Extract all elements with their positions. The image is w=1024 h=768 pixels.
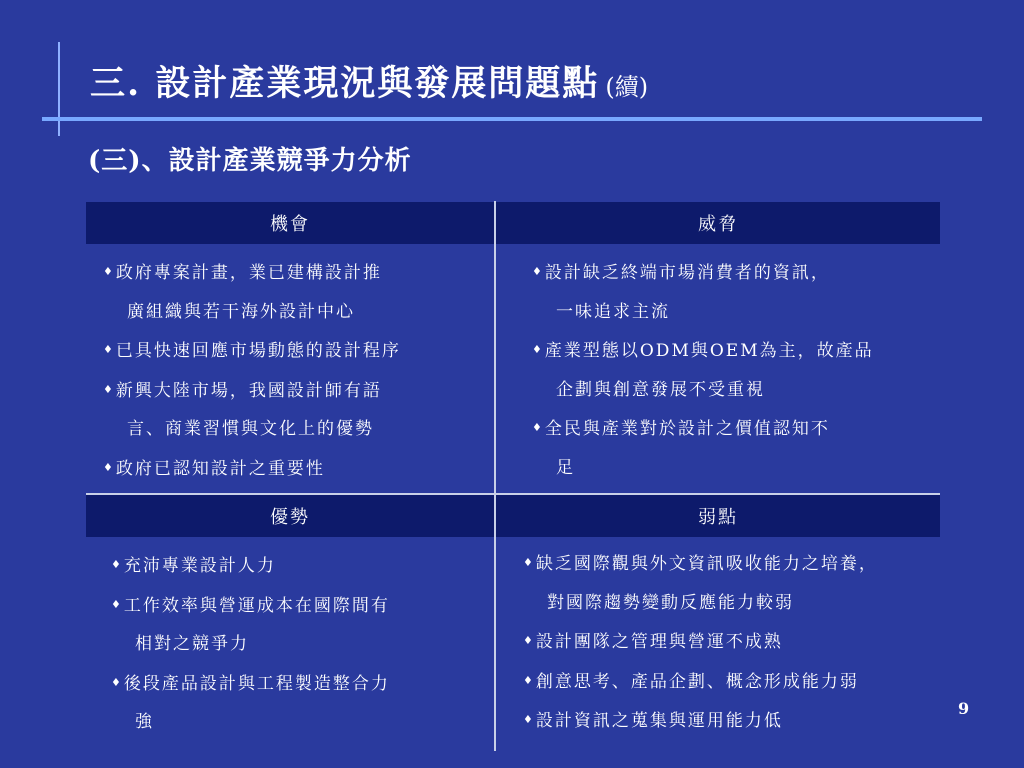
list-item-text: 創意思考、產品企劃、概念形成能力弱 xyxy=(535,671,859,692)
list-item-text: 對國際趨勢變動反應能力較弱 xyxy=(547,592,794,613)
diamond-bullet-icon: ♦ xyxy=(111,558,123,571)
table-horizontal-divider xyxy=(86,493,940,495)
list-item xyxy=(532,331,874,371)
list-item xyxy=(523,544,878,584)
decorative-vertical-rule xyxy=(58,42,60,136)
list-item xyxy=(532,449,874,488)
header-weaknesses xyxy=(496,495,940,537)
list-item xyxy=(523,622,878,662)
list-item xyxy=(111,546,390,586)
table-vertical-divider xyxy=(494,201,496,751)
diamond-bullet-icon: ♦ xyxy=(111,675,123,689)
header-threats-label: 威脅 xyxy=(698,214,738,235)
list-item xyxy=(111,703,390,742)
diamond-bullet-icon: ♦ xyxy=(103,460,115,474)
list-item xyxy=(523,584,878,623)
threats-cell xyxy=(532,253,874,487)
list-item-text: 政府已認知設計之重要性 xyxy=(115,458,325,479)
diamond-bullet-icon: ♦ xyxy=(523,634,535,647)
list-item-text: 新興大陸市場，我國設計師有語 xyxy=(115,380,382,401)
slide-title-text: 三. 設計產業現況與發展問題點 xyxy=(90,63,600,104)
list-item xyxy=(532,293,874,332)
list-item xyxy=(523,701,878,741)
header-strengths-label: 優勢 xyxy=(270,507,310,528)
list-item-text: 強 xyxy=(135,712,154,732)
list-item-text: 設計缺乏終端市場消費者的資訊， xyxy=(544,263,830,283)
slide-title-suffix: (續) xyxy=(605,73,649,101)
list-item-text: 工作效率與營運成本在國際間有 xyxy=(123,595,390,616)
list-item-text: 設計團隊之管理與營運不成熟 xyxy=(535,632,783,652)
list-item-text: 設計資訊之蒐集與運用能力低 xyxy=(535,711,783,731)
list-item-text: 產業型態以ODM與OEM為主，故產品 xyxy=(544,341,874,361)
slide-subtitle: (三)、設計產業競爭力分析 xyxy=(88,146,412,176)
list-item-text: 企劃與創意發展不受重視 xyxy=(556,379,765,400)
strengths-cell xyxy=(111,546,390,742)
list-item-text: 全民與產業對於設計之價值認知不 xyxy=(544,419,830,439)
page-number: 9 xyxy=(958,699,970,718)
list-item xyxy=(103,331,401,371)
list-item xyxy=(111,664,390,704)
list-item-text: 已具快速回應市場動態的設計程序 xyxy=(115,341,401,361)
diamond-bullet-icon: ♦ xyxy=(103,343,115,356)
diamond-bullet-icon: ♦ xyxy=(532,421,544,434)
list-item-text: 充沛專業設計人力 xyxy=(123,556,276,576)
list-item xyxy=(111,586,390,626)
list-item-text: 政府專案計畫，業已建構設計推 xyxy=(115,263,382,283)
diamond-bullet-icon: ♦ xyxy=(103,265,115,278)
diamond-bullet-icon: ♦ xyxy=(532,265,544,278)
weaknesses-cell xyxy=(523,544,878,741)
diamond-bullet-icon: ♦ xyxy=(523,713,535,726)
list-item xyxy=(532,409,874,449)
list-item-text: 相對之競爭力 xyxy=(135,634,249,654)
header-opportunities xyxy=(86,202,494,244)
list-item-text: 廣組織與若干海外設計中心 xyxy=(127,301,355,322)
diamond-bullet-icon: ♦ xyxy=(523,673,535,687)
diamond-bullet-icon: ♦ xyxy=(523,556,535,569)
diamond-bullet-icon: ♦ xyxy=(103,382,115,396)
slide-title xyxy=(90,56,648,106)
header-opportunities-label: 機會 xyxy=(270,214,310,235)
header-threats xyxy=(496,202,940,244)
header-strengths xyxy=(86,495,494,537)
list-item xyxy=(103,293,401,332)
list-item xyxy=(532,371,874,410)
list-item xyxy=(103,371,401,411)
list-item xyxy=(103,410,401,449)
list-item xyxy=(111,625,390,664)
list-item xyxy=(103,449,401,489)
list-item-text: 後段產品設計與工程製造整合力 xyxy=(123,673,390,694)
opportunities-cell xyxy=(103,253,401,488)
list-item xyxy=(103,253,401,293)
list-item-text: 缺乏國際觀與外文資訊吸收能力之培養， xyxy=(535,554,878,574)
title-underline xyxy=(42,117,982,121)
header-weaknesses-label: 弱點 xyxy=(698,507,738,528)
diamond-bullet-icon: ♦ xyxy=(111,597,123,611)
list-item-text: 言、商業習慣與文化上的優勢 xyxy=(127,419,374,439)
diamond-bullet-icon: ♦ xyxy=(532,343,544,356)
list-item-text: 足 xyxy=(556,457,575,478)
list-item-text: 一味追求主流 xyxy=(556,301,670,322)
list-item xyxy=(532,253,874,293)
list-item xyxy=(523,662,878,702)
